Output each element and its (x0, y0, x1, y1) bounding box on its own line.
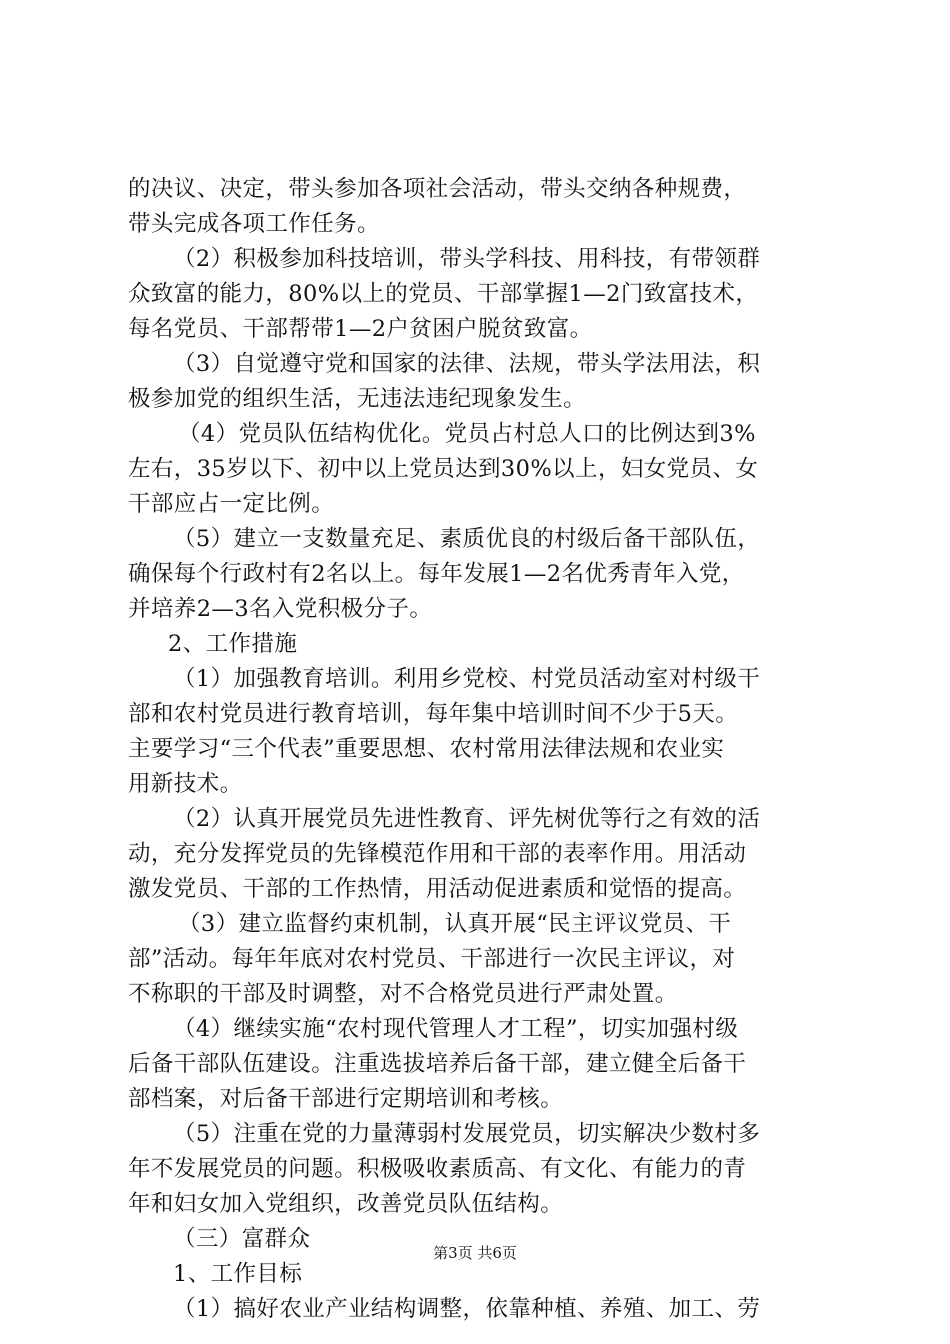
text-line: 2、工作措施 (168, 631, 298, 657)
text-line: （4）继续实施“农村现代管理人才工程”，切实加强村级 (173, 1016, 739, 1042)
page-footer: 第3页 共6页 (433, 1244, 517, 1262)
text-line: （2）积极参加科技培训，带头学科技、用科技，有带领群 (173, 246, 761, 272)
text-line: 1、工作目标 (173, 1261, 303, 1287)
text-line: 部档案，对后备干部进行定期培训和考核。 (128, 1086, 564, 1112)
text-line: （3）自觉遵守党和国家的法律、法规，带头学法用法，积 (173, 351, 761, 377)
text-line: 众致富的能力，80%以上的党员、干部掌握1—2门致富技术， (128, 281, 759, 307)
text-line: （1）搞好农业产业结构调整，依靠种植、养殖、加工、劳 (173, 1296, 761, 1322)
text-line: 后备干部队伍建设。注重选拔培养后备干部，建立健全后备干 (128, 1051, 747, 1077)
text-line: 每名党员、干部帮带1—2户贫困户脱贫致富。 (128, 316, 593, 342)
text-line: 激发党员、干部的工作热情，用活动促进素质和觉悟的提高。 (128, 876, 747, 902)
text-line: 用新技术。 (128, 771, 243, 797)
body-text (128, 172, 828, 1327)
text-line: 主要学习“三个代表”重要思想、农村常用法律法规和农业实 (128, 736, 725, 762)
text-line: 部和农村党员进行教育培训，每年集中培训时间不少于5天。 (128, 701, 739, 727)
text-line: 不称职的干部及时调整，对不合格党员进行严肃处置。 (128, 981, 678, 1007)
text-line: （三）富群众 (173, 1226, 311, 1252)
text-line: 年和妇女加入党组织，改善党员队伍结构。 (128, 1191, 564, 1217)
text-line: （5）建立一支数量充足、素质优良的村级后备干部队伍， (173, 526, 761, 552)
text-line: 左右，35岁以下、初中以上党员达到30%以上，妇女党员、女 (128, 456, 759, 482)
text-line: （5）注重在党的力量薄弱村发展党员，切实解决少数村多 (173, 1121, 761, 1147)
text-line: 动，充分发挥党员的先锋模范作用和干部的表率作用。用活动 (128, 841, 747, 867)
text-line: 带头完成各项工作任务。 (128, 211, 380, 237)
text-line: 的决议、决定，带头参加各项社会活动，带头交纳各种规费， (128, 176, 747, 202)
text-line: （1）加强教育培训。利用乡党校、村党员活动室对村级干 (173, 666, 761, 692)
text-line: 年不发展党员的问题。积极吸收素质高、有文化、有能力的青 (128, 1156, 747, 1182)
text-line: 确保每个行政村有2名以上。每年发展1—2名优秀青年入党， (128, 561, 745, 587)
text-line: 部”活动。每年年底对农村党员、干部进行一次民主评议，对 (128, 946, 736, 972)
text-line: （4）党员队伍结构优化。党员占村总人口的比例达到3% (178, 421, 756, 447)
text-line: 并培养2—3名入党积极分子。 (128, 596, 433, 622)
text-line: （3）建立监督约束机制，认真开展“民主评议党员、干 (178, 911, 732, 937)
text-line: 极参加党的组织生活，无违法违纪现象发生。 (128, 386, 587, 412)
text-line: （2）认真开展党员先进性教育、评先树优等行之有效的活 (173, 806, 761, 832)
text-line: 干部应占一定比例。 (128, 491, 335, 517)
